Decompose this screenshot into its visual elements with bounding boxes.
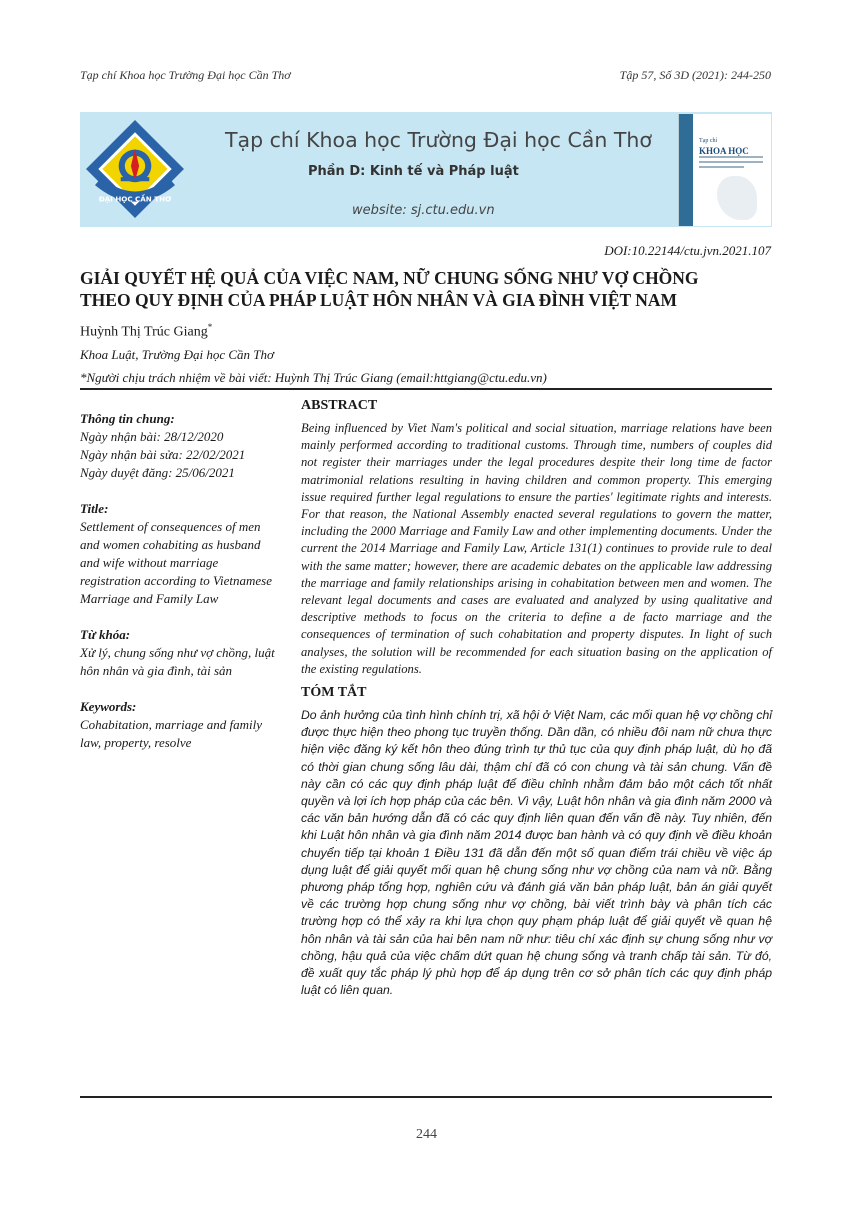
logo-text: ĐẠI HỌC CẦN THƠ (98, 194, 172, 204)
keywords-heading: Keywords: (80, 699, 137, 714)
title-line-1: GIẢI QUYẾT HỆ QUẢ CỦA VIỆC NAM, NỮ CHUNG SỐNG NHƯ VỢ CHỒNG (80, 268, 699, 288)
running-header-volume: Tập 57, Số 3D (2021): 244-250 (619, 68, 771, 82)
page-number: 244 (416, 1127, 437, 1142)
university-logo-icon (84, 118, 186, 220)
article-title (80, 267, 780, 311)
author-mark: * (207, 322, 213, 332)
keywords-text: Cohabitation, marriage and family law, property, resolve (80, 717, 262, 750)
date-revised: Ngày nhận bài sửa: 22/02/2021 (80, 447, 246, 462)
vn-keywords-section (80, 626, 280, 680)
general-info (80, 410, 280, 482)
bottom-rule (80, 1096, 772, 1098)
date-received: Ngày nhận bài: 28/12/2020 (80, 429, 224, 444)
vn-keywords-heading: Từ khóa: (80, 627, 131, 642)
doi-link[interactable]: DOI:10.22144/ctu.jvn.2021.107 (604, 243, 771, 258)
english-title-section (80, 500, 280, 608)
english-title-text: Settlement of consequences of men and women cohabiting as husband and wife without marriage registration according to Vietnamese Marriage and Family Law (80, 519, 272, 606)
cover-small: Tạp chí (699, 138, 718, 144)
journal-cover-thumbnail (678, 114, 771, 226)
abstract-column (301, 398, 772, 1000)
english-title-heading: Title: (80, 501, 109, 516)
title-line-2: THEO QUY ĐỊNH CỦA PHÁP LUẬT HÔN NHÂN VÀ GIA ĐÌNH VIỆT NAM (80, 290, 678, 310)
keywords-section (80, 698, 280, 752)
running-header-journal: Tạp chí Khoa học Trường Đại học Cần Thơ (80, 68, 291, 82)
cover-map (717, 176, 757, 220)
cover-lines (699, 156, 763, 171)
author-name: Huỳnh Thị Trúc Giang (80, 324, 208, 340)
affiliation: Khoa Luật, Trường Đại học Cần Thơ (80, 347, 274, 362)
banner-subtitle: Phần D: Kinh tế và Pháp luật (308, 164, 519, 179)
article-info-column (80, 410, 280, 770)
cover-main: KHOA HỌC (699, 146, 749, 156)
journal-banner (80, 112, 772, 227)
abstract-text: Being influenced by Viet Nam's political and social situation, marriage relations have been mainly performed according to traditional customs. Through time, numbers of couples did not register their marriages under the legal procedures despite their long time de factor matrimonial relations resulting in having children and common property. This emerging issue required further legal regulations to ensure the parties' legitimate rights and interests. For that reason, the National Assembly enacted several regulations to govern the matter, including the 2000 Marriage and Family Law and other implementing documents. Under the current the 2014 Marriage and Family Law, Article 131(1) continues to provide rule to deal with the same matter; however, there are academic debates on the applicable law addressing the marriage and family relationships arising in cohabitation between men and women. The relevant legal documents and cases are evaluated and analyzed by using qualitative and descriptive methods to focus on the criteria to define a de facto marriage and the consequences of termination of such cohabitation and property disputes. In light of such analyses, the solution will be recommended for each situation basing on the application of the existing regulations. (301, 421, 772, 676)
abstract-heading: ABSTRACT (301, 398, 378, 413)
top-rule (80, 388, 772, 390)
banner-website[interactable]: website: sj.ctu.edu.vn (352, 203, 495, 218)
author (80, 322, 212, 341)
cover-title (699, 136, 749, 156)
vn-keywords-text: Xử lý, chung sống như vợ chồng, luật hôn nhân và gia đình, tài sản (80, 645, 275, 678)
date-accepted: Ngày duyệt đăng: 25/06/2021 (80, 465, 235, 480)
general-info-heading: Thông tin chung: (80, 411, 175, 426)
cover-band (679, 114, 693, 226)
tomtat-text: Do ảnh hưởng của tình hình chính trị, xã hội ở Việt Nam, các mối quan hệ vợ chồng chỉ được thực hiện theo phong tục truyền thống. Dần dần, có nhiều đôi nam nữ chưa thực hiện việc đăng ký kết hôn theo đúng trình tự thủ tục của quy định pháp luật, dù họ đã có thời gian chung sống lâu dài, thậm chí đã có con chung và tài sản chung. Vấn đề này cần có các quy định pháp luật để điều chỉnh nhằm đảm bảo một cách tốt nhất quyền và lợi ích hợp pháp của các bên. Vì vậy, Luật hôn nhân và gia đình năm 2000 và các văn bản hướng dẫn đã có các quy định liên quan đến vấn đề này. Tuy nhiên, đến khi Luật hôn nhân và gia đình năm 2014 được ban hành và có quy định về điều khoản chuyển tiếp tại khoản 1 Điều 131 đã dẫn đến một số quan điểm trái chiều về việc áp dụng luật để giải quyết mối quan hệ chung sống như vợ chồng của nam và nữ. Bằng phương pháp tổng hợp, nghiên cứu và đánh giá văn bản pháp luật, bản án giải quyết về các trường hợp chung sống như vợ chồng, bài viết trình bày và phân tích các trường hợp có thể xảy ra khi lựa chọn quy phạm pháp luật để giải quyết về quan hệ hôn nhân và tài sản của hai bên nam nữ như: tiêu chí xác định sự chung sống như vợ chồng, hậu quả của việc chấm dứt quan hệ chung sống và tranh chấp tài sản. Từ đó, đề xuất quy tắc pháp lý phù hợp để áp dụng trên cơ sở phân tích các quy định pháp luật có liên quan. (301, 708, 772, 998)
tomtat-heading: TÓM TẮT (301, 685, 367, 701)
banner-title: Tạp chí Khoa học Trường Đại học Cần Thơ (225, 128, 652, 152)
corresponding-author: *Người chịu trách nhiệm về bài viết: Huỳnh Thị Trúc Giang (email:httgiang@ctu.edu.vn) (80, 370, 547, 385)
